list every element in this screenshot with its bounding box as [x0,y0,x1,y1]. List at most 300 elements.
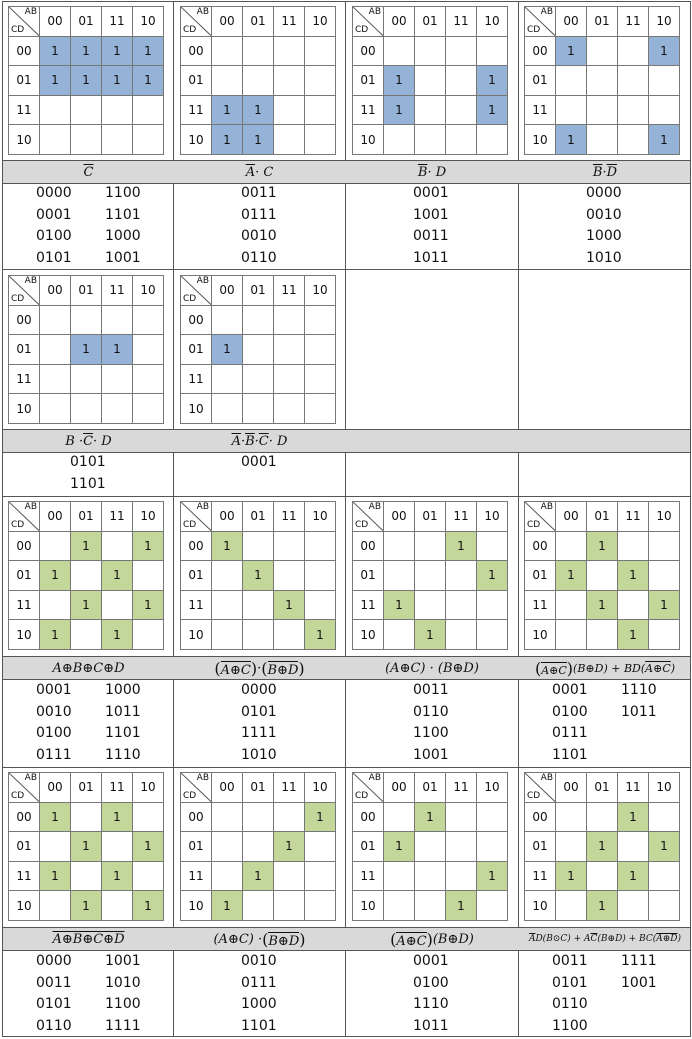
map-cell [40,394,71,424]
map-cell [649,891,680,921]
column-header: 01 [587,7,618,37]
minterm: 1110 [105,746,141,763]
map-cell [618,531,649,561]
minterm-list [36,183,72,269]
map-cell-one: 1 [618,802,649,832]
map-cell-one: 1 [477,561,508,591]
map-corner [9,773,40,803]
expression-term: (B⊕D) [432,931,474,947]
map-cell [274,95,305,125]
row-header: 10 [181,620,212,650]
map-cell [556,832,587,862]
map-cell [274,561,305,591]
paren: ( [534,658,542,678]
map-cell [102,531,133,561]
cd-axis-label: CD [11,519,25,530]
row-header: 11 [181,861,212,891]
minterm: 0000 [36,953,72,969]
minterm: 0001 [241,454,277,470]
expression-term: A⊕C [645,661,671,675]
column-header: 11 [274,276,305,306]
map-corner [525,502,556,532]
map-cell [40,335,71,365]
map-cell-one: 1 [40,561,71,591]
column-header: 11 [446,502,477,532]
expression-term: · [240,433,246,449]
minterm: 0001 [413,185,449,201]
expression-term: $\overline{A}$ [245,164,256,180]
map-cell [212,305,243,335]
minterm: 0110 [413,703,449,720]
column-header: 10 [133,502,164,532]
map-cell [446,95,477,125]
column-header: 00 [556,773,587,803]
paren: ) [250,658,258,678]
expression-term: (A⊕C) · [213,931,263,947]
column-header: 11 [102,7,133,37]
map-cell [305,95,336,125]
map-cell-one: 1 [618,561,649,591]
map-cell-one: 1 [102,861,133,891]
row-header: 10 [525,620,556,650]
map-cell-one: 1 [133,590,164,620]
row-header: 00 [9,36,40,66]
map-cell [587,36,618,66]
column-header: 10 [649,502,680,532]
column-header: 00 [384,7,415,37]
map-cell [587,561,618,591]
row-header: 00 [525,802,556,832]
map-cell [102,95,133,125]
row-header: 00 [9,305,40,335]
expression-term: · D [427,164,447,180]
map-cell [384,891,415,921]
minterm: 0010 [241,953,277,969]
row-header: 01 [525,561,556,591]
boolean-expression [519,657,691,679]
minterm: 0001 [413,953,449,969]
karnaugh-map [352,501,508,650]
minterm-list [621,680,657,723]
map-cell [243,66,274,96]
column-header: 01 [71,773,102,803]
map-cell [649,531,680,561]
minterm: 0100 [36,725,72,741]
row-header: 11 [353,95,384,125]
map-cell-one: 1 [71,590,102,620]
minterm: 0010 [241,228,277,244]
map-cell-one: 1 [649,125,680,155]
map-cell [477,590,508,620]
ab-axis-label: AB [196,7,209,17]
minterm-list [413,680,449,766]
expression-group [261,659,304,678]
map-cell [274,66,305,96]
minterm: 0110 [241,249,277,266]
row-header: 11 [181,590,212,620]
map-cell [415,531,446,561]
map-cell [274,861,305,891]
minterm: 0011 [36,974,72,991]
column-header: 10 [133,773,164,803]
column-header: 00 [556,7,587,37]
map-cell [243,36,274,66]
map-cell [415,590,446,620]
cd-axis-label: CD [11,24,25,35]
ab-axis-label: AB [540,7,553,17]
map-cell [40,125,71,155]
map-cell [133,802,164,832]
map-cell [102,125,133,155]
column-header: 00 [212,502,243,532]
map-cell [305,531,336,561]
minterm: 1011 [413,249,449,266]
cd-axis-label: CD [183,790,197,801]
cd-axis-label: CD [183,24,197,35]
map-cell [212,36,243,66]
map-cell [133,95,164,125]
column-header: 01 [71,502,102,532]
column-header: 10 [649,7,680,37]
minterm: 1001 [413,746,449,763]
minterm: 1100 [105,185,141,201]
column-header: 11 [446,7,477,37]
boolean-expression [346,161,518,183]
expression-term: A⊕C [541,663,567,677]
minterm: 0111 [241,974,277,991]
ab-axis-label: AB [196,276,209,286]
expression-term: D(B⊙C) + A [535,934,591,944]
expression-term: B⊕D [268,933,300,949]
minterm: 1000 [105,682,141,698]
map-cell [446,66,477,96]
minterm: 0100 [36,228,72,244]
minterm: 0111 [36,746,72,763]
map-cell-one: 1 [446,891,477,921]
map-corner [181,7,212,37]
expression-term: A⊕D [656,934,678,944]
cd-axis-label: CD [527,519,541,530]
map-cell [446,590,477,620]
ab-axis-label: AB [196,773,209,783]
karnaugh-map [8,772,164,921]
map-cell [415,95,446,125]
map-cell [243,305,274,335]
minterm-list [586,183,622,269]
column-header: 11 [274,773,305,803]
column-header: 00 [212,7,243,37]
minterm-list [241,452,277,474]
minterm: 1111 [241,725,277,741]
map-cell-one: 1 [102,66,133,96]
map-cell [587,620,618,650]
boolean-expression [3,657,174,679]
row-header: 00 [181,36,212,66]
paren: ) [299,929,306,949]
map-cell [40,891,71,921]
column-header: 11 [102,276,133,306]
column-header: 01 [415,773,446,803]
expression-term: · [602,164,607,180]
minterm: 0100 [413,974,449,991]
column-header: 10 [133,276,164,306]
column-divider [173,1,174,1037]
karnaugh-map [180,772,336,921]
row-header: 01 [181,66,212,96]
map-cell [649,561,680,591]
map-cell [243,590,274,620]
map-cell [243,394,274,424]
column-header: 01 [243,276,274,306]
map-cell [243,802,274,832]
cd-axis-label: CD [355,519,369,530]
ab-axis-label: AB [24,276,37,286]
minterm: 0010 [36,703,72,720]
row-header: 11 [353,590,384,620]
minterm: 1000 [586,228,622,244]
ab-axis-label: AB [368,502,381,512]
row-header: 00 [353,531,384,561]
minterm-list [105,951,141,1037]
column-header: 11 [102,773,133,803]
map-cell-one: 1 [71,891,102,921]
minterm: 1011 [413,1017,449,1034]
column-header: 01 [71,276,102,306]
map-cell [243,620,274,650]
column-header: 01 [587,773,618,803]
row-header: 11 [9,590,40,620]
map-cell [384,561,415,591]
map-cell [40,531,71,561]
map-cell [133,861,164,891]
map-cell-one: 1 [133,832,164,862]
map-cell [415,125,446,155]
column-header: 11 [274,7,305,37]
row-header: 01 [525,66,556,96]
ab-axis-label: AB [24,502,37,512]
map-cell [556,95,587,125]
boolean-expression [346,657,518,679]
ab-axis-label: AB [24,7,37,17]
minterm: 1110 [413,996,449,1012]
paren: ( [214,658,221,678]
column-header: 00 [384,502,415,532]
minterm: 1010 [586,249,622,266]
map-cell-one: 1 [102,36,133,66]
map-cell [556,802,587,832]
expression-term: (B⊕D) + BD( [573,661,646,675]
column-header: 00 [212,773,243,803]
map-cell-one: 1 [649,832,680,862]
map-cell [102,305,133,335]
row-header: 11 [525,861,556,891]
minterm: 1100 [552,1017,588,1034]
minterm: 0011 [241,185,277,201]
map-cell [415,891,446,921]
column-header: 10 [649,773,680,803]
column-divider [518,1,519,1037]
column-header: 00 [40,7,71,37]
cd-axis-label: CD [183,293,197,304]
map-cell-one: 1 [477,95,508,125]
map-cell [305,364,336,394]
map-cell [384,125,415,155]
column-header: 10 [305,276,336,306]
row-header: 10 [9,891,40,921]
map-cell-one: 1 [587,891,618,921]
column-header: 01 [243,502,274,532]
map-cell [305,832,336,862]
minterm: 0110 [552,996,588,1012]
map-cell [274,531,305,561]
cd-axis-label: CD [11,293,25,304]
expression-term: ) [677,934,682,944]
row-header: 10 [9,394,40,424]
row-header: 01 [181,335,212,365]
paren: ( [261,658,268,678]
map-cell-one: 1 [133,66,164,96]
expression-group [535,659,573,678]
ab-axis-label: AB [540,502,553,512]
map-cell [477,802,508,832]
map-cell [212,832,243,862]
column-header: 01 [587,502,618,532]
map-cell [649,802,680,832]
row-header: 01 [353,561,384,591]
row-divider [2,269,691,270]
map-corner [353,7,384,37]
minterm: 0000 [586,185,622,201]
map-cell [587,861,618,891]
map-cell [305,305,336,335]
column-header: 00 [556,502,587,532]
row-header: 11 [9,364,40,394]
minterm-list [413,951,449,1037]
map-cell [415,861,446,891]
map-cell [212,590,243,620]
map-cell-one: 1 [212,891,243,921]
map-cell [133,364,164,394]
map-cell [618,125,649,155]
map-cell [102,832,133,862]
map-cell-one: 1 [71,36,102,66]
expression-term: (A⊕C) · (B⊕D) [385,660,479,676]
karnaugh-map [8,6,164,155]
minterm: 0011 [413,228,449,244]
row-header: 00 [525,531,556,561]
minterm: 1101 [105,725,141,741]
map-cell [71,125,102,155]
minterm: 1001 [105,249,141,266]
expression-term: $\overline{B}$ [417,164,428,180]
cd-axis-label: CD [527,24,541,35]
minterm-list [241,951,277,1037]
row-divider [2,496,691,497]
cd-axis-label: CD [11,790,25,801]
row-header: 00 [9,802,40,832]
row-header: 11 [9,861,40,891]
map-cell [40,95,71,125]
map-cell [243,364,274,394]
boolean-expression [3,161,174,183]
map-corner [9,502,40,532]
minterm: 1101 [552,746,588,763]
map-cell-one: 1 [243,861,274,891]
column-header: 01 [243,773,274,803]
karnaugh-map [352,6,508,155]
column-header: 10 [133,7,164,37]
column-header: 00 [40,502,71,532]
row-header: 01 [9,335,40,365]
minterm-list [552,951,588,1037]
row-header: 00 [353,802,384,832]
cd-axis-label: CD [355,24,369,35]
minterm-list [621,951,657,994]
map-cell [71,305,102,335]
map-cell [274,620,305,650]
map-cell-one: 1 [133,36,164,66]
boolean-expression [346,928,518,950]
map-cell [274,891,305,921]
boolean-expression [174,657,345,679]
map-corner [525,773,556,803]
map-cell-one: 1 [102,620,133,650]
expression-term: B · [65,433,84,449]
map-cell-one: 1 [384,66,415,96]
row-header: 00 [353,36,384,66]
map-cell [384,36,415,66]
minterm: 1001 [621,974,657,991]
boolean-expression [519,161,691,183]
map-cell-one: 1 [40,861,71,891]
map-cell [618,66,649,96]
column-header: 10 [305,502,336,532]
map-cell [71,620,102,650]
map-cell-one: 1 [212,95,243,125]
expression-term: A⊕C [220,662,251,678]
minterm: 1101 [105,206,141,223]
minterm: 0001 [552,682,588,698]
expression-term: · [257,660,262,676]
row-header: 01 [9,832,40,862]
karnaugh-map [524,772,680,921]
map-cell-one: 1 [415,802,446,832]
map-cell [305,394,336,424]
map-cell [102,394,133,424]
minterm-list [36,951,72,1037]
map-cell [384,861,415,891]
map-cell [133,335,164,365]
map-cell [274,335,305,365]
map-cell-one: 1 [212,531,243,561]
minterm: 0000 [241,682,277,698]
row-header: 00 [181,531,212,561]
column-header: 11 [618,7,649,37]
map-cell-one: 1 [102,335,133,365]
map-cell [274,125,305,155]
expression-term: $\overline{C}$ [258,433,269,449]
map-cell-one: 1 [446,531,477,561]
column-header: 00 [384,773,415,803]
map-cell [587,95,618,125]
cd-axis-label: CD [183,519,197,530]
row-header: 01 [181,832,212,862]
minterm-list [70,452,106,495]
map-cell-one: 1 [384,95,415,125]
row-header: 10 [181,891,212,921]
expression-term: (B⊕D) + BC( [597,934,657,944]
column-header: 10 [477,502,508,532]
